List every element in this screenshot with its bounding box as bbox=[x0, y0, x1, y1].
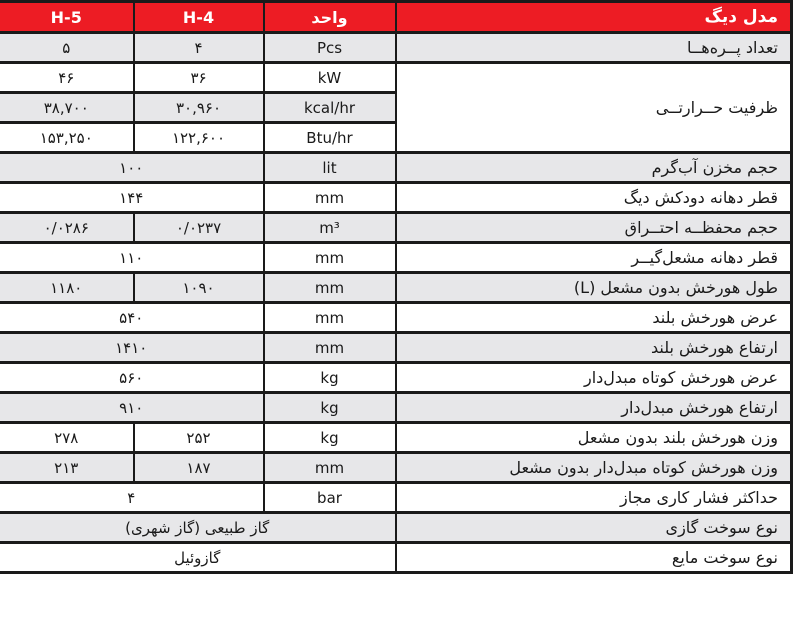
table-row-burner-opening bbox=[0, 243, 792, 273]
h5-value: ۵ bbox=[0, 33, 134, 63]
shared-value: ۱۰۰ bbox=[0, 153, 264, 183]
shared-value: ۱۱۰ bbox=[0, 243, 264, 273]
header-row bbox=[0, 2, 792, 33]
h4-value: ۲۵۲ bbox=[134, 423, 264, 453]
unit-cell: lit bbox=[264, 153, 396, 183]
table-row-tall-height bbox=[0, 333, 792, 363]
unit-cell: mm bbox=[264, 183, 396, 213]
shared-value: ۱۴۱۰ bbox=[0, 333, 264, 363]
shared-value: ۵۶۰ bbox=[0, 363, 264, 393]
table-row-tall-weight-no-burner bbox=[0, 423, 792, 453]
h5-value: ۴۶ bbox=[0, 63, 134, 93]
h4-value: ۱۸۷ bbox=[134, 453, 264, 483]
h4-value: ۳۶ bbox=[134, 63, 264, 93]
table-row-gas-fuel-type bbox=[0, 513, 792, 543]
unit-cell: mm bbox=[264, 333, 396, 363]
h4-value: ۱۰۹۰ bbox=[134, 273, 264, 303]
unit-cell: mm bbox=[264, 453, 396, 483]
col-header-model: مدل دیگ bbox=[396, 2, 792, 33]
row-label: ارتفاع هورخش بلند bbox=[396, 333, 792, 363]
row-label: نوع سوخت مایع bbox=[396, 543, 792, 573]
unit-cell: mm bbox=[264, 303, 396, 333]
unit-cell: bar bbox=[264, 483, 396, 513]
col-header-h5: H-5 bbox=[0, 2, 134, 33]
h4-value: ۱۲۲,۶۰۰ bbox=[134, 123, 264, 153]
col-header-unit: واحد bbox=[264, 2, 396, 33]
row-label: عرض هورخش کوتاه مبدل‌دار bbox=[396, 363, 792, 393]
unit-cell: Btu/hr bbox=[264, 123, 396, 153]
unit-cell: mm bbox=[264, 273, 396, 303]
h4-value: ۰/۰۲۳۷ bbox=[134, 213, 264, 243]
table-row-height-exchanger bbox=[0, 393, 792, 423]
h5-value: ۲۷۸ bbox=[0, 423, 134, 453]
table-row-capacity-kw bbox=[0, 63, 792, 93]
unit-cell: kg bbox=[264, 423, 396, 453]
shared-value: ۱۴۴ bbox=[0, 183, 264, 213]
h4-value: ۴ bbox=[134, 33, 264, 63]
shared-value: ۵۴۰ bbox=[0, 303, 264, 333]
row-label: حداکثر فشار کاری مجاز bbox=[396, 483, 792, 513]
row-label: حجم محفظــه احتــراق bbox=[396, 213, 792, 243]
table-row-length-no-burner bbox=[0, 273, 792, 303]
table-row-chimney-diameter bbox=[0, 183, 792, 213]
h5-value: ۰/۰۲۸۶ bbox=[0, 213, 134, 243]
h5-value: ۳۸,۷۰۰ bbox=[0, 93, 134, 123]
row-label: وزن هورخش بلند بدون مشعل bbox=[396, 423, 792, 453]
h5-value: ۲۱۳ bbox=[0, 453, 134, 483]
row-label: قطر دهانه دودکش دیگ bbox=[396, 183, 792, 213]
row-label: نوع سوخت گازی bbox=[396, 513, 792, 543]
row-label: تعداد پــره‌هــا bbox=[396, 33, 792, 63]
unit-cell: kg bbox=[264, 363, 396, 393]
unit-cell: mm bbox=[264, 243, 396, 273]
unit-cell: kcal/hr bbox=[264, 93, 396, 123]
row-label: طول هورخش بدون مشعل (L) bbox=[396, 273, 792, 303]
unit-cell: kW bbox=[264, 63, 396, 93]
fuel-value: گازوئیل bbox=[0, 543, 396, 573]
row-label: وزن هورخش کوتاه مبدل‌دار بدون مشعل bbox=[396, 453, 792, 483]
unit-cell: kg bbox=[264, 393, 396, 423]
col-header-h4: H-4 bbox=[134, 2, 264, 33]
table-row-combustion-chamber bbox=[0, 213, 792, 243]
row-label: قطر دهانه مشعل‌گیــر bbox=[396, 243, 792, 273]
table-row-short-weight-no-burner bbox=[0, 453, 792, 483]
row-label: حجم مخزن آب‌گرم bbox=[396, 153, 792, 183]
fuel-value: گاز طبیعی (گاز شهری) bbox=[0, 513, 396, 543]
table-row-tall-width bbox=[0, 303, 792, 333]
table-row-tank-volume bbox=[0, 153, 792, 183]
table-row-max-pressure bbox=[0, 483, 792, 513]
unit-cell: Pcs bbox=[264, 33, 396, 63]
table-row-short-width-exchanger bbox=[0, 363, 792, 393]
table-row-fin-count bbox=[0, 33, 792, 63]
unit-cell: m³ bbox=[264, 213, 396, 243]
table-row-liquid-fuel-type bbox=[0, 543, 792, 573]
row-label: ارتفاع هورخش مبدل‌دار bbox=[396, 393, 792, 423]
row-label: عرض هورخش بلند bbox=[396, 303, 792, 333]
row-label-thermal-capacity: ظرفیت حــرارتــی bbox=[396, 63, 792, 153]
table-header bbox=[0, 2, 792, 33]
h4-value: ۳۰,۹۶۰ bbox=[134, 93, 264, 123]
shared-value: ۴ bbox=[0, 483, 264, 513]
h5-value: ۱۱۸۰ bbox=[0, 273, 134, 303]
shared-value: ۹۱۰ bbox=[0, 393, 264, 423]
h5-value: ۱۵۳,۲۵۰ bbox=[0, 123, 134, 153]
